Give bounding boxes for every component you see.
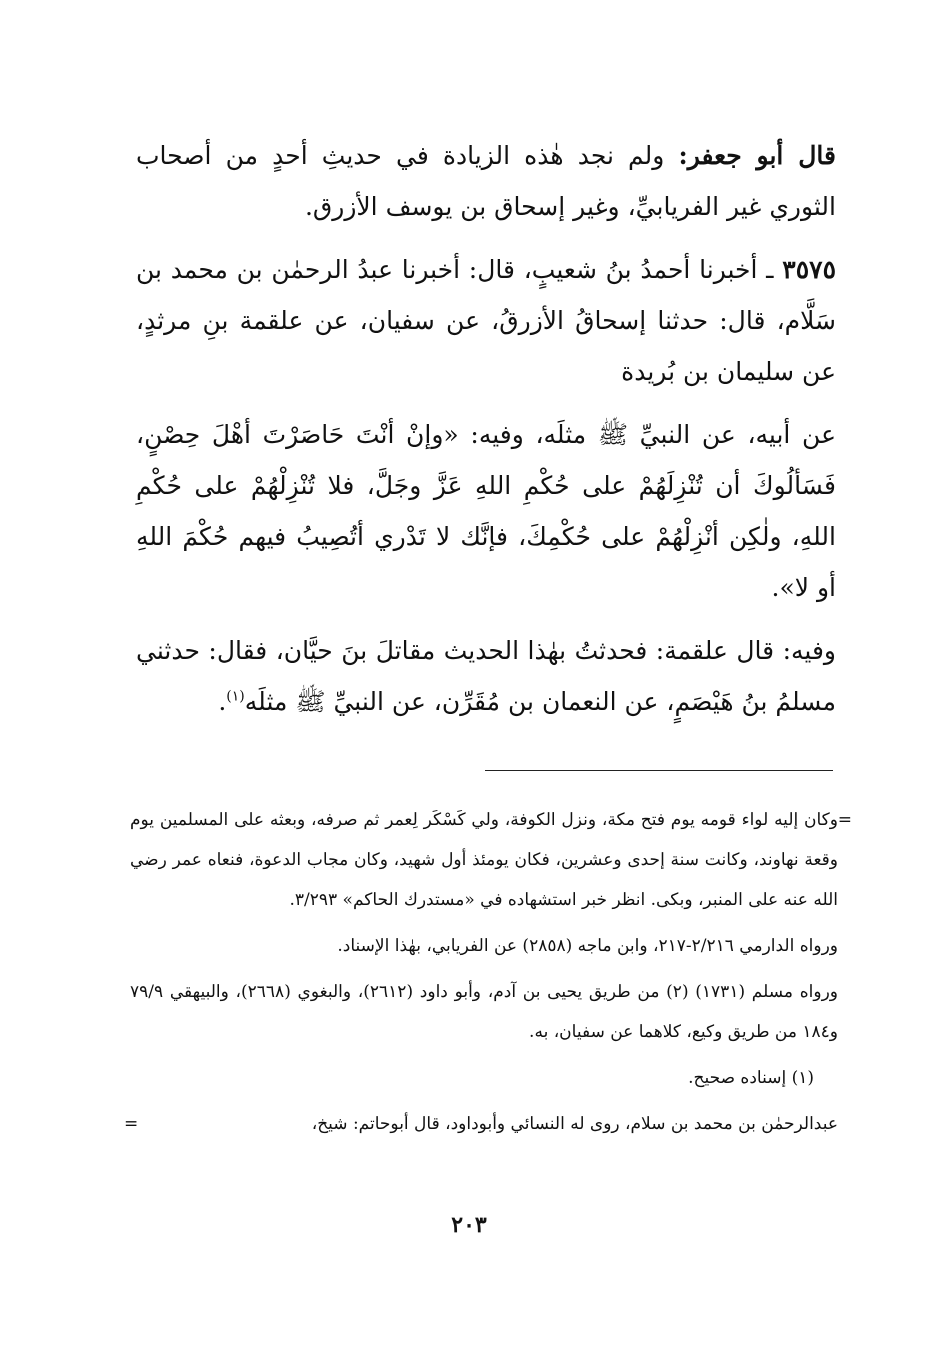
footnote-text: إسناده صحيح. bbox=[688, 1068, 787, 1088]
footnote-muslim bbox=[130, 972, 838, 1052]
speaker-label: قال أبو جعفر: bbox=[678, 141, 836, 170]
continuation-marker: = bbox=[837, 810, 852, 830]
footnote-text: ورواه الدارمي ٢/٢١٦-٢١٧، وابن ماجه (٢٨٥٨) عن الفريابي، بهٰذا الإسناد. bbox=[337, 936, 838, 956]
paragraph-abu-jafar bbox=[136, 130, 836, 232]
paragraph-text: ولم نجد هٰذه الزيادة في حديثِ أحدٍ من أصحاب الثوري غير الفريابيِّ، وغير إسحاق بن يوسف الأزرق. bbox=[136, 141, 836, 221]
paragraph-text: وفيه: قال علقمة: فحدثتُ بهٰذا الحديث مقاتلَ بنَ حيَّان، فقال: حدثني مسلمُ بنُ هَيْصَمٍ، عن النعمان بن مُقَرِّن، عن النبيِّ ﷺ مثلَه bbox=[136, 636, 836, 716]
footnotes bbox=[124, 800, 852, 1150]
continuation-marker: = bbox=[124, 1114, 139, 1134]
page-number: ٢٠٣ bbox=[451, 1212, 487, 1238]
hadith-number: ٣٥٧٥ bbox=[782, 255, 836, 284]
footnote-separator bbox=[485, 770, 833, 771]
footnote-continuation bbox=[130, 800, 852, 920]
main-text bbox=[136, 130, 836, 727]
footnote-darimi bbox=[130, 926, 838, 966]
footnote-text: ورواه مسلم (١٧٣١) (٢) من طريق يحيى بن آدم، وأبو داود (٢٦١٢)، والبغوي (٢٦٦٨)، والبيهقي ٧٩/٩ و١٨٤ من طريق وكيع، كلاهما عن سفيان، به. bbox=[130, 982, 838, 1042]
footnote-text: عبدالرحمٰن بن محمد بن سلام، روى له النسائي وأبوداود، قال أبوحاتم: شيخ، bbox=[311, 1114, 838, 1134]
paragraph-end: . bbox=[218, 687, 227, 716]
footnote-label: (١) bbox=[791, 1068, 814, 1088]
footnote-ref[interactable]: (١) bbox=[226, 688, 245, 705]
matn-text: عن أبيه، عن النبيِّ ﷺ مثلَه، وفيه: «وإنْ أنْتَ حَاصَرْتَ أهْلَ حِصْنٍ، فَسَألُوكَ أن تُنْزِلَهُمْ على حُكْمِ اللهِ عَزَّ وجَلَّ، فلا تُنْزِلْهُمْ على حُكْمِ اللهِ، ولٰكِن أنْزِلْهُمْ على حُكْمِكَ، فإنَّك لا تَدْري أتُصِيبُ فيهم حُكْمَ اللهِ أو لا». bbox=[136, 420, 836, 602]
isnad-text: ـ أخبرنا أحمدُ بنُ شعيبٍ، قال: أخبرنا عبدُ الرحمٰن بن محمد بن سَلَّام، قال: حدثنا إسحاقُ الأزرقُ، عن سفيان، عن علقمة بنِ مرثدٍ، عن سليمان بن بُريدة bbox=[136, 255, 836, 386]
hadith-3575 bbox=[136, 244, 836, 397]
footnote-1 bbox=[130, 1058, 838, 1098]
footnote-next-page bbox=[124, 1104, 838, 1144]
hadith-matn bbox=[136, 409, 836, 613]
footnote-text: وكان إليه لواء قومه يوم فتح مكة، ونزل الكوفة، ولي كَسْكَر لِعمر ثم صرفه، وبعثه على المسلمين يوم وقعة نهاوند، وكانت سنة إحدى وعشرين، فكان يومئذ أول شهيد، وكان مجاب الدعوة، فنعاه عمر رضي الله عنه على المنبر، وبكى. انظر خبر استشهاده في «مستدرك الحاكم» ٣/٢٩٣. bbox=[130, 810, 838, 910]
paragraph-alqama bbox=[136, 625, 836, 727]
